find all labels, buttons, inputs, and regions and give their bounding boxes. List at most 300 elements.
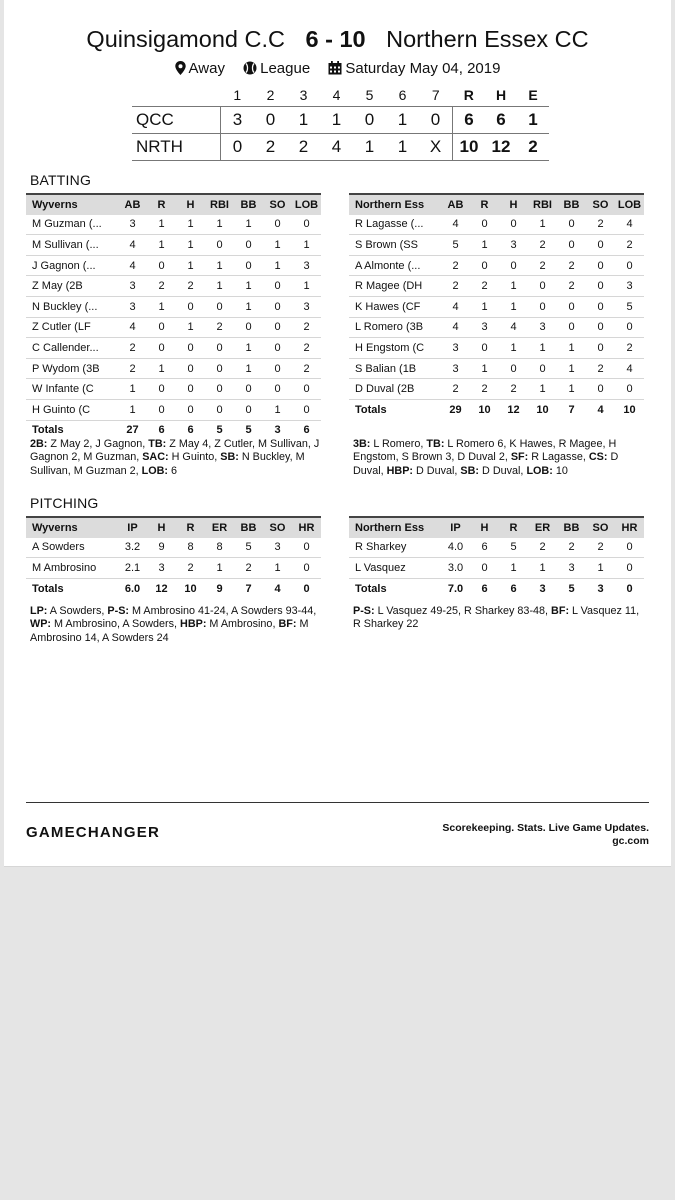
stat-value: 3	[568, 561, 575, 574]
stat-value: 7	[568, 403, 575, 416]
inning-header: 3	[299, 87, 308, 103]
pitching-table-wyverns	[26, 516, 321, 598]
stat-value: 2	[481, 280, 488, 293]
batting-table-northern-essex	[349, 193, 644, 420]
note-key: TB:	[426, 438, 445, 450]
footer-tagline	[442, 822, 649, 847]
stat-value: 3	[274, 541, 281, 554]
inning-header: 2	[266, 87, 275, 103]
stat-column-header: RBI	[533, 198, 552, 211]
stat-value: 2	[597, 541, 604, 554]
stat-column-header: R	[480, 198, 489, 211]
stat-value: 1	[481, 362, 488, 375]
stat-value: 6	[303, 424, 310, 437]
stat-value: 3	[452, 341, 459, 354]
stat-value: 0	[539, 362, 546, 375]
stat-value: 0	[216, 403, 223, 416]
stat-column-header: SO	[592, 521, 609, 534]
stat-value: 0	[187, 341, 194, 354]
footer-url[interactable]: gc.com	[612, 834, 649, 847]
stat-column-header: H	[157, 521, 166, 534]
note-value: Z May 4, Z Cutler, M Sullivan, J Gagnon 2, M Guzman,	[30, 438, 320, 464]
note-value: 10	[552, 464, 568, 477]
note-value: Z May 2, J Gagnon,	[47, 438, 149, 450]
stat-value: 1	[216, 259, 223, 272]
team-abbrev: NRTH	[132, 134, 221, 161]
note-key: BF:	[551, 605, 570, 617]
stat-value: 5	[216, 424, 223, 437]
stat-value: 0	[216, 383, 223, 396]
stat-value: 1	[187, 218, 194, 231]
totals-row	[349, 399, 644, 419]
stat-value: 12	[507, 403, 520, 416]
player-name: S Balian (1B	[355, 362, 417, 375]
inning-runs: 0	[265, 110, 276, 129]
baseball-icon	[243, 61, 257, 75]
player-row	[26, 558, 321, 579]
batting-notes-wyverns	[30, 438, 326, 478]
stat-value: 0	[187, 300, 194, 313]
stat-value: 1	[539, 218, 546, 231]
note-key: P-S:	[353, 605, 375, 617]
stat-column-header: LOB	[617, 198, 642, 211]
stat-value: 1	[539, 341, 546, 354]
final-score: 6 - 10	[305, 26, 366, 52]
stat-value: 2	[539, 259, 546, 272]
stat-value: 2	[626, 238, 633, 251]
line-score-row	[132, 134, 549, 161]
stat-value: 6	[510, 582, 517, 595]
total-hits: 6	[496, 110, 506, 129]
player-name: A Sowders	[32, 541, 85, 554]
player-name: M Sullivan (...	[32, 238, 99, 251]
stat-column-header: IP	[450, 521, 461, 534]
note-key: HBP:	[180, 618, 207, 631]
note-value: M Ambrosino,	[206, 618, 279, 631]
player-name: M Guzman (...	[32, 218, 102, 231]
stat-column-header: R	[509, 521, 518, 534]
note-key: SB:	[220, 451, 239, 464]
stats-header-row	[349, 194, 644, 215]
stat-value: 1	[274, 561, 281, 574]
note-value: D Duval,	[353, 451, 619, 477]
stats-header-row	[349, 517, 644, 538]
player-row	[26, 538, 321, 558]
stat-column-header: AB	[124, 198, 141, 211]
stat-value: 1	[129, 403, 136, 416]
stat-value: 1	[187, 238, 194, 251]
stat-value: 2	[539, 238, 546, 251]
stat-value: 0	[216, 362, 223, 375]
location-info	[175, 60, 230, 77]
stat-value: 8	[187, 541, 194, 554]
inning-runs: 0	[364, 110, 375, 129]
stat-value: 0	[568, 218, 575, 231]
player-name: H Guinto (C	[32, 403, 91, 416]
stat-value: 9	[216, 582, 223, 595]
stat-value: 1	[216, 280, 223, 293]
stat-value: 0	[274, 218, 281, 231]
stat-value: 0	[216, 238, 223, 251]
footer-divider	[26, 802, 649, 803]
player-row	[26, 399, 321, 420]
player-row	[349, 317, 644, 338]
stat-value: 29	[449, 403, 462, 416]
inning-runs: 1	[397, 137, 408, 156]
stat-value: 0	[597, 341, 604, 354]
player-name: R Magee (DH	[355, 280, 423, 293]
stat-value: 2	[452, 280, 459, 293]
stat-value: 8	[216, 541, 223, 554]
player-row	[349, 215, 644, 235]
player-row	[349, 558, 644, 579]
stat-value: 0	[245, 383, 252, 396]
stat-column-header: BB	[240, 198, 257, 211]
stat-value: 0	[481, 259, 488, 272]
player-name: C Callender...	[32, 341, 99, 354]
stat-column-header: SO	[269, 198, 286, 211]
total-hits: 12	[491, 137, 511, 156]
stat-value: 1	[187, 321, 194, 334]
totals-row	[349, 578, 644, 598]
pitching-section-title: PITCHING	[30, 495, 99, 511]
stat-value: 0	[597, 300, 604, 313]
stat-value: 0	[216, 300, 223, 313]
stat-value: 0	[303, 582, 310, 595]
total-errors: 2	[528, 137, 538, 156]
stat-value: 3.2	[124, 541, 141, 554]
inning-runs: 1	[397, 110, 408, 129]
team-name-header: Wyverns	[32, 198, 78, 211]
stat-value: 6.0	[124, 582, 141, 595]
home-team-name: Quinsigamond C.C	[86, 26, 285, 52]
inning-header: 7	[431, 87, 440, 103]
pitching-table-northern-essex	[349, 516, 644, 598]
stat-value: 5	[510, 541, 517, 554]
stat-value: 1	[539, 561, 546, 574]
player-name: H Engstom (C	[355, 341, 425, 354]
stat-value: 1	[510, 280, 517, 293]
note-value: D Duval,	[479, 464, 527, 477]
line-score-corner	[132, 84, 221, 107]
player-row	[349, 276, 644, 297]
player-row	[349, 235, 644, 256]
pitching-notes-northern-essex	[353, 605, 649, 632]
stat-value: 5	[626, 300, 633, 313]
stat-column-header: BB	[563, 198, 580, 211]
stat-value: 3.0	[447, 561, 464, 574]
stat-value: 2	[303, 321, 310, 334]
team-name-header: Northern Ess	[355, 521, 425, 534]
stat-value: 1	[510, 300, 517, 313]
game-title	[0, 26, 675, 53]
note-key: TB:	[148, 438, 167, 450]
stat-value: 2	[481, 383, 488, 396]
stat-value: 0	[245, 403, 252, 416]
stat-value: 4	[452, 300, 459, 313]
errors-header: E	[528, 87, 538, 103]
calendar-icon	[328, 61, 342, 75]
stat-value: 5	[568, 582, 575, 595]
stat-value: 4	[129, 259, 136, 272]
player-row	[26, 276, 321, 297]
note-key: SF:	[510, 451, 529, 464]
stat-value: 0	[187, 362, 194, 375]
note-value: 6	[168, 464, 178, 477]
stat-value: 0	[510, 362, 517, 375]
stat-value: 1	[568, 383, 575, 396]
stat-value: 0	[481, 561, 488, 574]
game-meta	[0, 60, 675, 77]
note-value: D Duval,	[413, 464, 461, 477]
inning-runs: 1	[364, 137, 375, 156]
note-key: LOB:	[526, 464, 553, 477]
stat-value: 3	[481, 321, 488, 334]
stat-column-header: ER	[211, 521, 228, 534]
stat-value: 10	[536, 403, 549, 416]
note-key: LP:	[30, 605, 48, 617]
player-name: K Hawes (CF	[355, 300, 421, 313]
pitching-notes-wyverns	[30, 605, 330, 645]
stat-value: 0	[626, 321, 633, 334]
stat-value: 2.1	[124, 561, 141, 574]
note-value: L Vasquez 11, R Sharkey 22	[353, 605, 640, 631]
stat-value: 1	[481, 300, 488, 313]
stat-value: 0	[568, 321, 575, 334]
stat-value: 6	[481, 541, 488, 554]
note-value: A Sowders,	[47, 605, 108, 617]
stat-value: 1	[158, 300, 165, 313]
stat-value: 1	[274, 259, 281, 272]
stat-value: 2	[568, 541, 575, 554]
stat-value: 2	[187, 561, 194, 574]
stat-value: 3	[539, 321, 546, 334]
stat-value: 2	[216, 321, 223, 334]
stat-value: 4	[129, 321, 136, 334]
player-name: N Buckley (...	[32, 300, 98, 313]
stat-value: 4	[129, 238, 136, 251]
stat-value: 1	[187, 259, 194, 272]
stat-value: 2	[452, 259, 459, 272]
player-row	[26, 215, 321, 235]
stat-value: 0	[597, 280, 604, 293]
stat-column-header: HR	[298, 521, 315, 534]
stat-value: 3	[303, 300, 310, 313]
stat-value: 1	[303, 238, 310, 251]
inning-runs: 0	[419, 107, 453, 134]
stat-value: 0	[158, 383, 165, 396]
stat-column-header: IP	[127, 521, 138, 534]
inning-runs: 2	[265, 137, 276, 156]
stat-value: 0	[626, 259, 633, 272]
player-name: S Brown (SS	[355, 238, 418, 251]
stat-value: 4	[510, 321, 517, 334]
stat-value: 0	[510, 218, 517, 231]
stat-value: 1	[216, 561, 223, 574]
stat-value: 0	[303, 561, 310, 574]
stat-value: 3	[129, 218, 136, 231]
stat-value: 1	[274, 403, 281, 416]
note-key: BF:	[278, 618, 297, 631]
line-score-row	[132, 107, 549, 134]
stat-column-header: ER	[534, 521, 551, 534]
player-row	[26, 255, 321, 276]
stat-value: 2	[303, 341, 310, 354]
note-key: WP:	[30, 618, 51, 631]
stat-column-header: R	[157, 198, 166, 211]
stat-value: 1	[510, 561, 517, 574]
line-score-table	[132, 84, 549, 161]
stat-value: 1	[568, 362, 575, 375]
stat-value: 0	[597, 321, 604, 334]
player-name: J Gagnon (...	[32, 259, 96, 272]
stat-value: 10	[478, 403, 491, 416]
stat-value: 0	[274, 383, 281, 396]
inning-runs: 0	[232, 137, 243, 156]
player-name: Z Cutler (LF	[32, 321, 91, 334]
inning-header: 1	[233, 87, 242, 103]
runs-header: R	[463, 87, 474, 103]
map-pin-icon	[175, 61, 186, 75]
stat-value: 0	[274, 341, 281, 354]
stat-value: 0	[274, 321, 281, 334]
inning-runs: X	[419, 134, 453, 161]
stat-value: 2	[245, 561, 252, 574]
stat-value: 4	[274, 582, 281, 595]
inning-runs: 2	[298, 137, 309, 156]
stat-value: 0	[245, 238, 252, 251]
note-key: 3B:	[353, 438, 371, 450]
stat-value: 0	[481, 341, 488, 354]
stat-value: 1	[216, 218, 223, 231]
stat-value: 4	[452, 321, 459, 334]
total-runs: 10	[459, 137, 479, 156]
stat-value: 2	[568, 280, 575, 293]
player-row	[26, 235, 321, 256]
game-type-info	[243, 60, 314, 77]
stat-value: 0	[158, 403, 165, 416]
player-name: L Romero (3B	[355, 321, 424, 334]
player-name: L Vasquez	[355, 561, 406, 574]
stat-value: 1	[303, 280, 310, 293]
player-row	[349, 538, 644, 558]
inning-header: 5	[365, 87, 374, 103]
player-row	[26, 338, 321, 359]
stat-value: 5	[452, 238, 459, 251]
stat-column-header: H	[509, 198, 518, 211]
stat-value: 0	[539, 280, 546, 293]
player-name: D Duval (2B	[355, 383, 415, 396]
stat-value: 2	[568, 259, 575, 272]
stat-value: 0	[158, 321, 165, 334]
line-score-header	[132, 84, 549, 107]
player-name: W Infante (C	[32, 383, 94, 396]
stat-value: 1	[129, 383, 136, 396]
inning-runs: 4	[331, 137, 342, 156]
stat-value: 2	[539, 541, 546, 554]
inning-header: 6	[398, 87, 407, 103]
stat-column-header: HR	[621, 521, 638, 534]
stat-value: 6	[481, 582, 488, 595]
stat-column-header: RBI	[210, 198, 229, 211]
batting-notes-northern-essex	[353, 438, 649, 478]
stat-value: 0	[303, 403, 310, 416]
stat-value: 1	[597, 561, 604, 574]
player-name: A Almonte (...	[355, 259, 421, 272]
stat-value: 2	[129, 362, 136, 375]
stat-value: 0	[303, 383, 310, 396]
stat-value: 0	[187, 383, 194, 396]
stat-value: 0	[597, 383, 604, 396]
stat-column-header: LOB	[294, 198, 319, 211]
stat-value: 4	[626, 362, 633, 375]
stat-value: 0	[626, 541, 633, 554]
stat-value: 0	[626, 383, 633, 396]
stat-value: 1	[158, 362, 165, 375]
stat-column-header: H	[480, 521, 489, 534]
note-value: M Ambrosino 41-24, A Sowders 93-44,	[129, 605, 317, 617]
player-row	[349, 338, 644, 359]
stat-value: 9	[158, 541, 165, 554]
batting-table-wyverns	[26, 193, 321, 440]
stat-value: 12	[155, 582, 168, 595]
stat-value: 2	[597, 362, 604, 375]
stat-value: 3	[129, 300, 136, 313]
totals-label: Totals	[32, 424, 64, 437]
stat-column-header: R	[186, 521, 195, 534]
stat-value: 2	[626, 341, 633, 354]
stat-value: 3	[158, 561, 165, 574]
stat-value: 0	[626, 582, 633, 595]
totals-label: Totals	[32, 582, 64, 595]
batting-section-title: BATTING	[30, 172, 92, 188]
location-text: Away	[188, 60, 225, 77]
stat-value: 0	[274, 280, 281, 293]
stat-value: 1	[510, 341, 517, 354]
stat-value: 3	[274, 424, 281, 437]
player-name: M Ambrosino	[32, 561, 97, 574]
team-name-header: Northern Ess	[355, 198, 425, 211]
stat-value: 2	[452, 383, 459, 396]
stat-value: 0	[303, 541, 310, 554]
stat-value: 1	[158, 238, 165, 251]
stat-value: 1	[539, 383, 546, 396]
total-errors: 1	[528, 110, 538, 129]
note-value: M Ambrosino, A Sowders,	[51, 618, 181, 631]
stat-value: 3	[510, 238, 517, 251]
gamechanger-logo: GAMECHANGER	[26, 824, 161, 841]
inning-runs: 1	[331, 110, 342, 129]
stat-value: 1	[245, 341, 252, 354]
total-runs: 6	[464, 110, 474, 129]
stat-value: 10	[184, 582, 197, 595]
stat-value: 0	[187, 403, 194, 416]
note-value: R Lagasse,	[528, 451, 589, 464]
stat-value: 7	[245, 582, 252, 595]
stat-value: 1	[245, 300, 252, 313]
stat-column-header: BB	[240, 521, 257, 534]
stat-value: 0	[539, 300, 546, 313]
game-type-text: League	[260, 60, 311, 77]
stat-value: 1	[568, 341, 575, 354]
stat-column-header: SO	[269, 521, 286, 534]
stat-value: 0	[626, 561, 633, 574]
stat-value: 0	[597, 238, 604, 251]
note-value: L Vasquez 49-25, R Sharkey 83-48,	[374, 605, 552, 617]
stats-header-row	[26, 517, 321, 538]
totals-label: Totals	[355, 403, 387, 416]
stat-value: 1	[245, 280, 252, 293]
